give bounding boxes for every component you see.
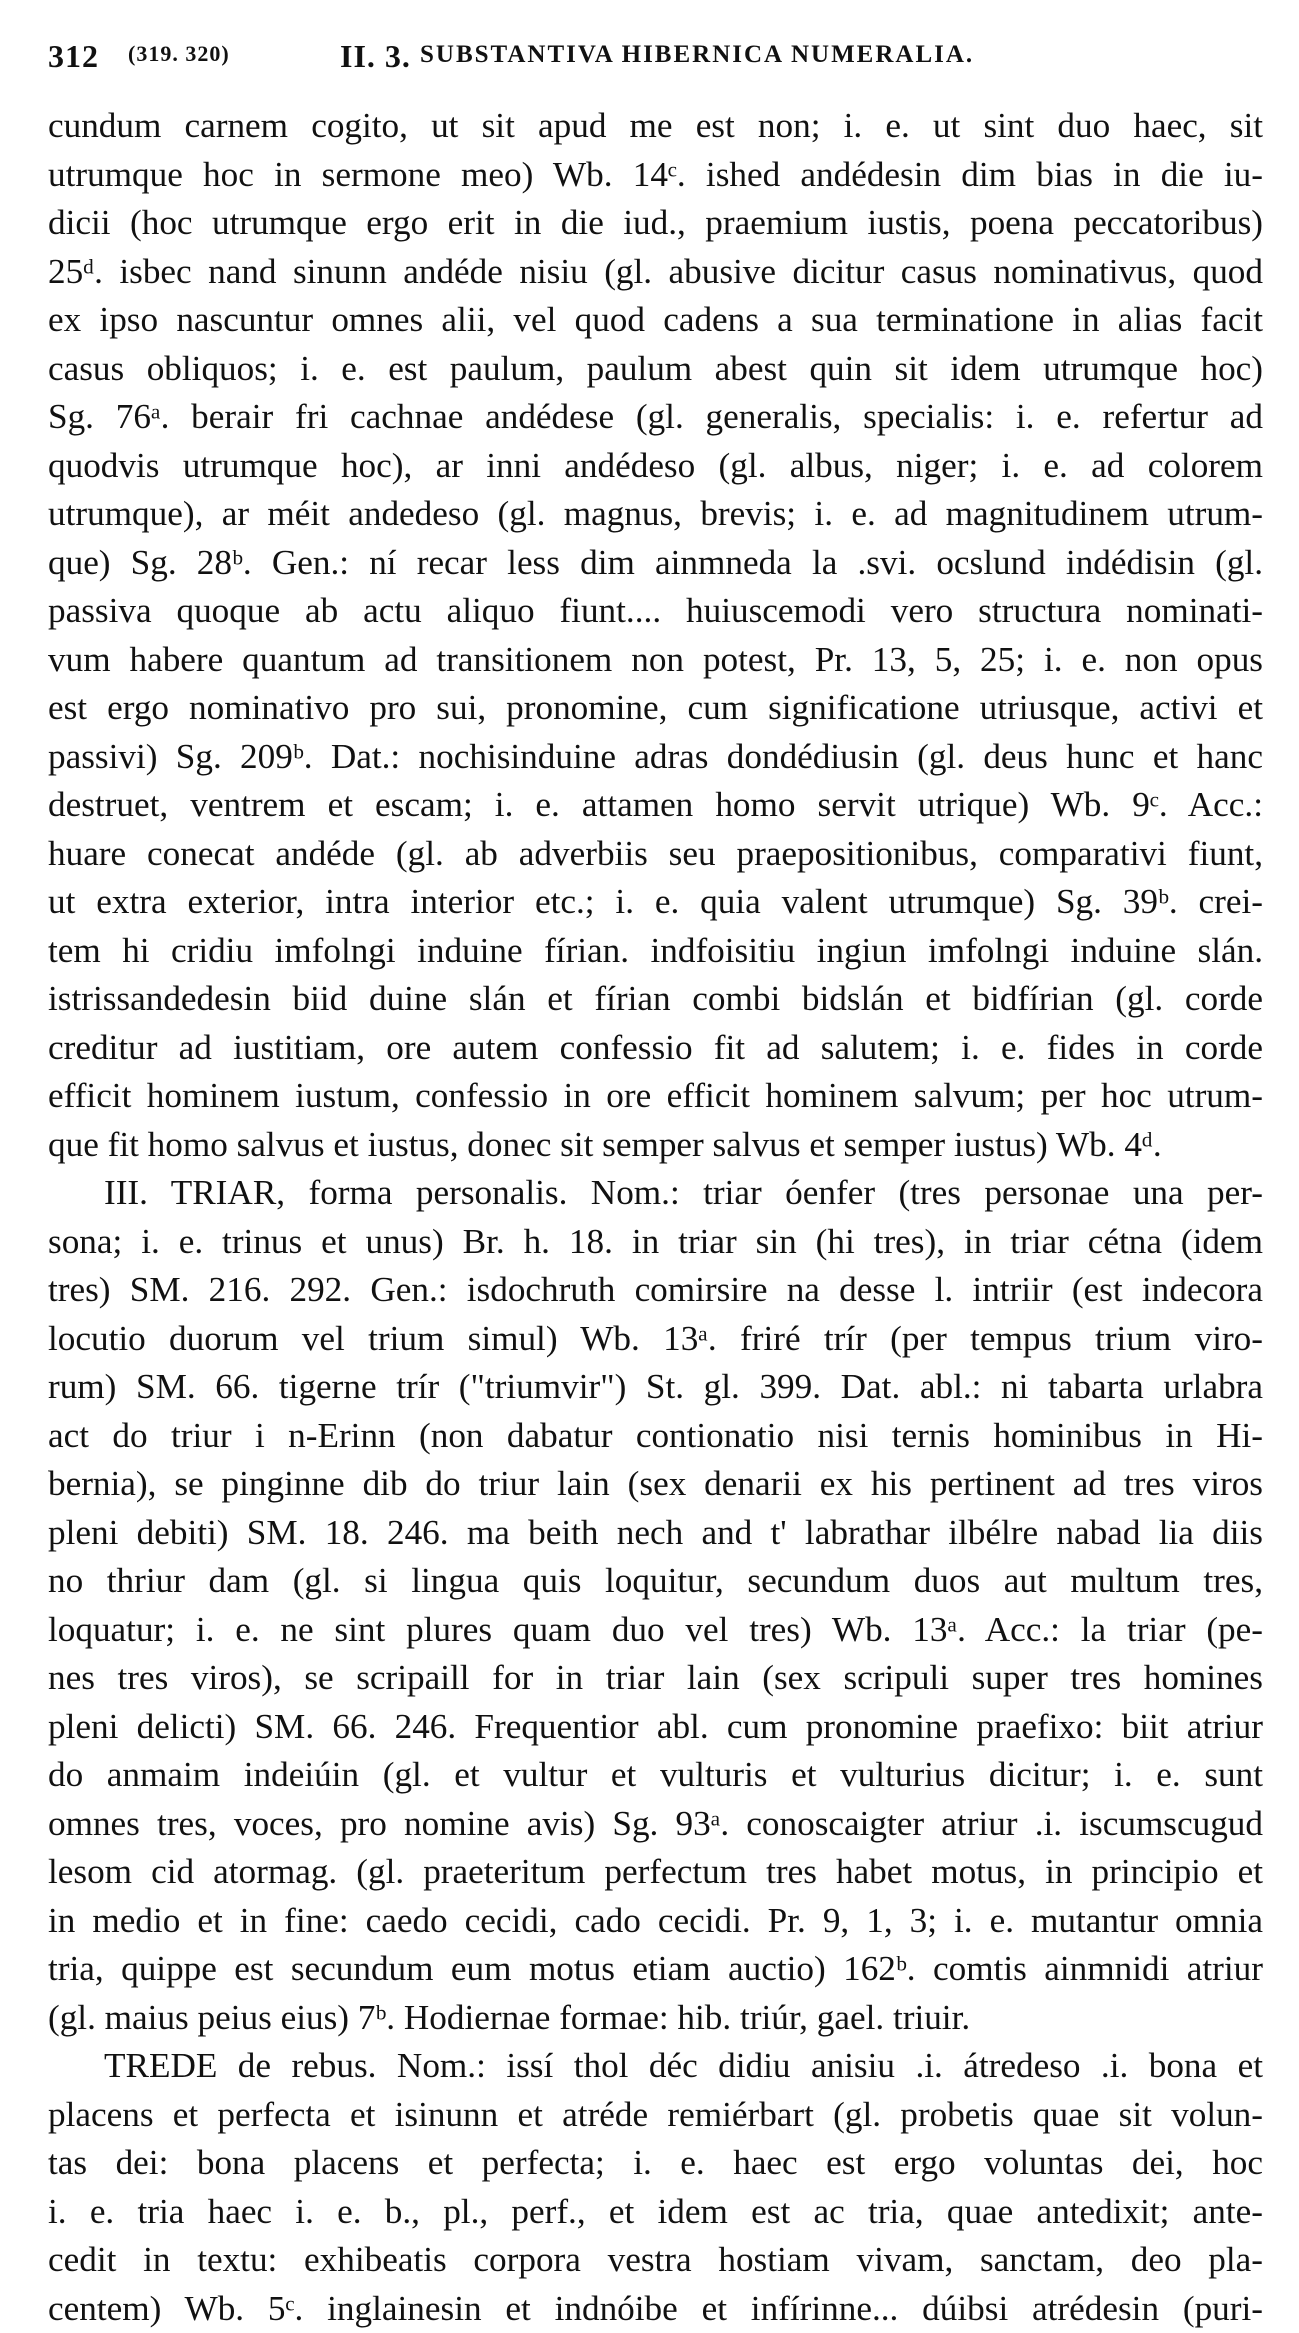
text-line: ut extra exterior, intra interior etc.; i. e. quia valent utrumque) Sg. 39ᵇ. crei- xyxy=(48,878,1263,927)
section-number: II. 3. xyxy=(340,38,411,75)
text-line: sona; i. e. trinus et unus) Br. h. 18. in triar sin (hi tres), in triar cétna (idem xyxy=(48,1218,1263,1267)
text-line: huare conecat andéde (gl. ab adverbiis seu praepositionibus, comparativi fiunt, xyxy=(48,830,1263,879)
text-line: efficit hominem iustum, confessio in ore efficit hominem salvum; per hoc utrum- xyxy=(48,1072,1263,1121)
text-line: i. e. tria haec i. e. b., pl., perf., et idem est ac tria, quae antedixit; ante- xyxy=(48,2188,1263,2237)
text-line: que fit homo salvus et iustus, donec sit semper salvus et semper iustus) Wb. 4ᵈ. xyxy=(48,1121,1263,1170)
text-line: lesom cid atormag. (gl. praeteritum perfectum tres habet motus, in principio et xyxy=(48,1848,1263,1897)
text-line: utrumque hoc in sermone meo) Wb. 14ᶜ. ished andédesin dim bias in die iu- xyxy=(48,151,1263,200)
text-line: ex ipso nascuntur omnes alii, vel quod cadens a sua terminatione in alias facit xyxy=(48,296,1263,345)
page-number: 312 xyxy=(48,38,99,75)
page-body xyxy=(48,102,1263,2333)
book-page xyxy=(48,30,1263,2090)
text-line: do anmaim indeiúin (gl. et vultur et vulturis et vulturius dicitur; i. e. sunt xyxy=(48,1751,1263,1800)
text-line: rum) SM. 66. tigerne trír ("triumvir") St. gl. 399. Dat. abl.: ni tabarta urlabra xyxy=(48,1363,1263,1412)
text-line: pleni debiti) SM. 18. 246. ma beith nech and t' labrathar ilbélre nabad lia diis xyxy=(48,1509,1263,1558)
text-line: placens et perfecta et isinunn et atréde remiérbart (gl. probetis quae sit volun- xyxy=(48,2091,1263,2140)
text-line: Sg. 76ᵃ. berair fri cachnae andédese (gl. generalis, specialis: i. e. refertur ad xyxy=(48,393,1263,442)
paragraph-start-line: TREDE de rebus. Nom.: issí thol déc didiu anisiu .i. átredeso .i. bona et xyxy=(48,2042,1263,2091)
text-line: centem) Wb. 5ᶜ. inglainesin et indnóibe et infírinne... dúibsi atrédesin (puri- xyxy=(48,2285,1263,2333)
text-line: vum habere quantum ad transitionem non potest, Pr. 13, 5, 25; i. e. non opus xyxy=(48,636,1263,685)
text-line: 25ᵈ. isbec nand sinunn andéde nisiu (gl. abusive dicitur casus nominativus, quod xyxy=(48,248,1263,297)
text-line: istrissandedesin biid duine slán et fírian combi bidslán et bidfírian (gl. corde xyxy=(48,975,1263,1024)
text-line: que) Sg. 28ᵇ. Gen.: ní recar less dim ainmneda la .svi. ocslund indédisin (gl. xyxy=(48,539,1263,588)
text-line: dicii (hoc utrumque ergo erit in die iud., praemium iustis, poena peccatoribus) xyxy=(48,199,1263,248)
text-line: cedit in textu: exhibeatis corpora vestra hostiam vivam, sanctam, deo pla- xyxy=(48,2236,1263,2285)
paragraph-start-line: III. TRIAR, forma personalis. Nom.: triar óenfer (tres personae una per- xyxy=(48,1169,1263,1218)
text-line: passiva quoque ab actu aliquo fiunt.... huiuscemodi vero structura nominati- xyxy=(48,587,1263,636)
text-line: passivi) Sg. 209ᵇ. Dat.: nochisinduine adras dondédiusin (gl. deus hunc et hanc xyxy=(48,733,1263,782)
text-line: creditur ad iustitiam, ore autem confessio fit ad salutem; i. e. fides in corde xyxy=(48,1024,1263,1073)
text-line: act do triur i n-Erinn (non dabatur contionatio nisi ternis hominibus in Hi- xyxy=(48,1412,1263,1461)
text-line: nes tres viros), se scripaill for in triar lain (sex scripuli super tres homines xyxy=(48,1654,1263,1703)
text-line: est ergo nominativo pro sui, pronomine, cum significatione utriusque, activi et xyxy=(48,684,1263,733)
text-line: no thriur dam (gl. si lingua quis loquitur, secundum duos aut multum tres, xyxy=(48,1557,1263,1606)
text-line: cundum carnem cogito, ut sit apud me est non; i. e. ut sint duo haec, sit xyxy=(48,102,1263,151)
text-line: utrumque), ar méit andedeso (gl. magnus, brevis; i. e. ad magnitudinem utrum- xyxy=(48,490,1263,539)
running-header xyxy=(48,30,1263,90)
running-title: SUBSTANTIVA HIBERNICA NUMERALIA. xyxy=(420,41,974,69)
text-line: locutio duorum vel trium simul) Wb. 13ᵃ. friré trír (per tempus trium viro- xyxy=(48,1315,1263,1364)
text-line: loquatur; i. e. ne sint plures quam duo vel tres) Wb. 13ᵃ. Acc.: la triar (pe- xyxy=(48,1606,1263,1655)
text-line: tres) SM. 216. 292. Gen.: isdochruth comirsire na desse l. intriir (est indecora xyxy=(48,1266,1263,1315)
text-line: tem hi cridiu imfolngi induine fírian. indfoisitiu ingiun imfolngi induine slán. xyxy=(48,927,1263,976)
section-references: (319. 320) xyxy=(128,41,230,67)
text-line: tria, quippe est secundum eum motus etiam auctio) 162ᵇ. comtis ainmnidi atriur xyxy=(48,1945,1263,1994)
text-line: tas dei: bona placens et perfecta; i. e. haec est ergo voluntas dei, hoc xyxy=(48,2139,1263,2188)
text-line: bernia), se pinginne dib do triur lain (sex denarii ex his pertinent ad tres viros xyxy=(48,1460,1263,1509)
text-line: omnes tres, voces, pro nomine avis) Sg. 93ᵃ. conoscaigter atriur .i. iscumscugud xyxy=(48,1800,1263,1849)
text-line: in medio et in fine: caedo cecidi, cado cecidi. Pr. 9, 1, 3; i. e. mutantur omnia xyxy=(48,1897,1263,1946)
text-line: pleni delicti) SM. 66. 246. Frequentior abl. cum pronomine praefixo: biit atriur xyxy=(48,1703,1263,1752)
text-line: quodvis utrumque hoc), ar inni andédeso (gl. albus, niger; i. e. ad colorem xyxy=(48,442,1263,491)
text-line: destruet, ventrem et escam; i. e. attamen homo servit utrique) Wb. 9ᶜ. Acc.: xyxy=(48,781,1263,830)
text-line: (gl. maius peius eius) 7ᵇ. Hodiernae formae: hib. triúr, gael. triuir. xyxy=(48,1994,1263,2043)
text-line: casus obliquos; i. e. est paulum, paulum abest quin sit idem utrumque hoc) xyxy=(48,345,1263,394)
